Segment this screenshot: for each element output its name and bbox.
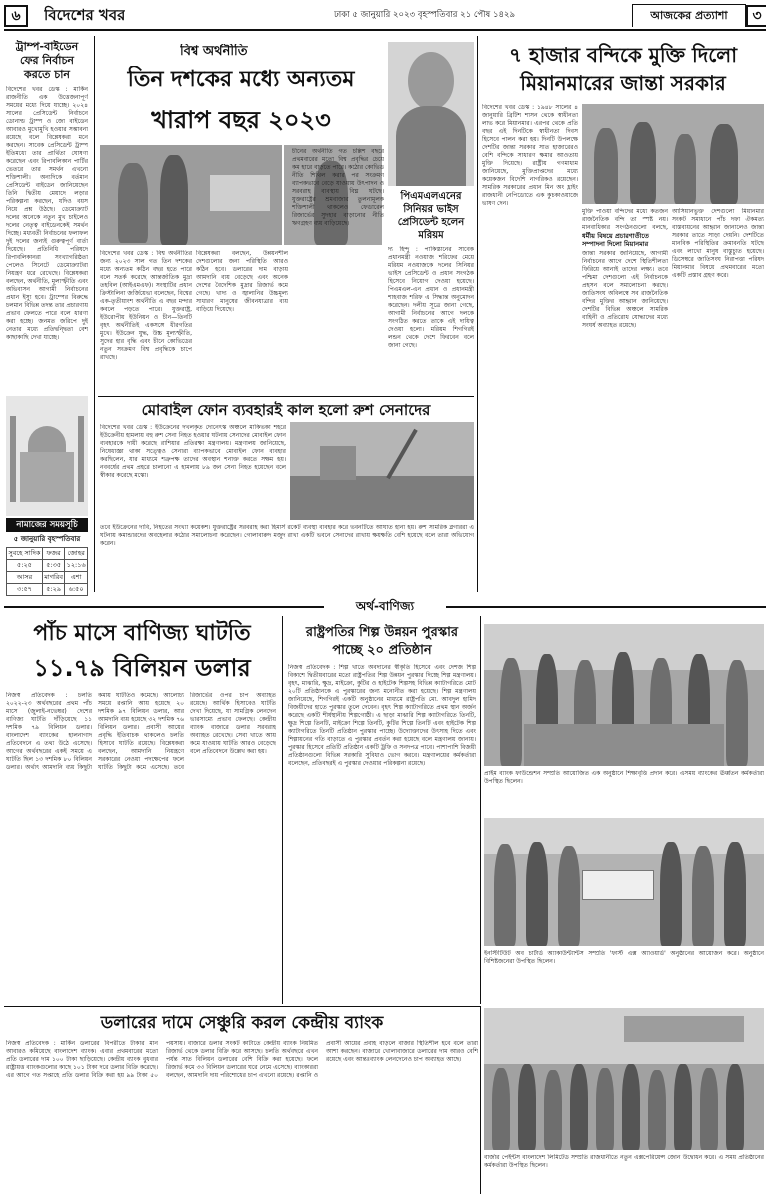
award-headline-1: রাষ্ট্রপতির শিল্প উন্নয়ন পুরস্কার xyxy=(305,625,459,640)
section-title: বিদেশের খবর xyxy=(44,6,126,24)
market-photo xyxy=(100,145,282,245)
myanmar-body-1: বিদেশের খবর ডেস্ক : ১৯৪৮ সালের ৪ জানুয়ারি ব্রিটিশ শাসন থেকে স্বাধীনতা লাভ করে মিয়ানমার। এরপর থেকে প্রতি বছর এই দিনটিকে স্বাধীনতা দিবস হিসেবে পালন করা হয়। দিনটি উপলক্ষে দেশটির জান্তা সরকার সাত হাজারেরও বেশি বন্দিকে সাধারণ ক্ষমার আওতায় মুক্তি দিয়েছে। রাষ্ট্রীয় গণমাধ্যম জানিয়েছে, মুক্তিপ্রাপ্তদের মধ্যে কয়েকজন বিদেশি নাগরিকও রয়েছেন। সামরিক সরকারের প্রধান মিন অং হ্লাইং রাজধানী নেপিডোতে এক কুচকাওয়াজে ভাষণ দেন। xyxy=(482,104,578,207)
usd-photo-rule xyxy=(480,1006,481,1194)
cheque-handover-caption: ইনস্টিটিউট অব চার্টার্ড অ্যাকাউন্ট্যান্টস সম্প্রতি 'ফার্স্ট এক্স অ্যাওয়ার্ড' অনুষ্ঠানের আয়োজন করে। অনুষ্ঠানে বিশিষ্টজনেরা উপস্থিত ছিলেন। xyxy=(484,950,764,965)
page-header xyxy=(4,3,766,27)
myanmar-headline-2: মিয়ানমারের জান্তা সরকার xyxy=(520,71,726,95)
berger-caption: বার্জার পেইন্টস বাংলাদেশ লিমিটেড সম্প্রতি রাজধানীতে নতুন এক্সপেরিয়েন্স জোন উদ্বোধন করে। এ সময় প্রতিষ্ঠানের কর্মকর্তারা উপস্থিত ছিলেন। xyxy=(484,1154,764,1169)
russia-body-2: তবে ইউক্রেনের দাবি, নিহতের সংখ্যা কয়েকশ। যুক্তরাষ্ট্রের সরবরাহ করা হিমার্স রকেট ব্যবস্থা ব্যবহার করে ভবনটিতে আঘাত হানা হয়। রুশ সামরিক ব্লগাররা এ ঘটনায় কমান্ডারদের অবহেলার কঠোর সমালোচনা করেছেন। গোলাবারুদ মজুদ রাখা একটি ভবনে সেনাদের রাখায় ক্ষয়ক্ষতি বেশি হয়েছে বলে তারা অভিযোগ করেন। xyxy=(100,524,474,547)
maryam-headline: পিএমএলএনের সিনিয়র ভাইস প্রেসিডেন্ট হলেন মরিয়ম xyxy=(397,191,465,241)
trade-deficit-body: নিজস্ব প্রতিবেদক : চলতি ২০২২-২৩ অর্থবছরের প্রথম পাঁচ মাসে (জুলাই-নভেম্বর) দেশের বাণিজ্য ঘাটতি দাঁড়িয়েছে ১১ দশমিক ৭৯ বিলিয়ন ডলার। বাংলাদেশ ব্যাংকের হালনাগাদ প্রতিবেদনে এ তথ্য উঠে এসেছে। আগের অর্থবছরের একই সময়ে এ ঘাটতি ছিল ১৩ দশমিক ৮০ বিলিয়ন ডলার। অর্থাৎ আমদানি ব্যয় কিছুটা কমায় ঘাটতিও কমেছে। আলোচ্য সময়ে রপ্তানি আয় হয়েছে ২০ দশমিক ৯৭ বিলিয়ন ডলার, আর আমদানি ব্যয় হয়েছে ৩২ দশমিক ৭৬ বিলিয়ন ডলার। প্রবাসী আয়ের প্রবৃদ্ধি ইতিবাচক থাকলেও চলতি হিসাবে ঘাটতি রয়েছে। বিশ্লেষকরা বলছেন, আমদানি নিয়ন্ত্রণে সরকারের নেওয়া পদক্ষেপের ফলে ঘাটতি কিছুটা কমে এসেছে। তবে রিজার্ভের ওপর চাপ অব্যাহত রয়েছে। আর্থিক হিসাবেও ঘাটতি দেখা দিয়েছে, যা সামগ্রিক লেনদেন ভারসাম্যে প্রভাব ফেলছে। কেন্দ্রীয় ব্যাংক বাজারে ডলার সরবরাহ অব্যাহত রেখেছে। সেবা খাতে আয় কমে যাওয়ায় ঘাটতি আরও বেড়েছে বলে প্রতিবেদনে উল্লেখ করা হয়। xyxy=(6,692,276,771)
award-photo-rule xyxy=(480,616,481,1004)
namaz-title: নামাজের সময়সূচি xyxy=(6,518,88,532)
mosque-illustration xyxy=(6,396,88,516)
world-economy-headline-1: তিন দশকের মধ্যে অন্যতম xyxy=(127,67,355,92)
award-headline-2: পাচ্ছে ২০ প্রতিষ্ঠান xyxy=(332,643,432,658)
world-economy-kicker: বিশ্ব অর্থনীতি xyxy=(180,44,248,59)
award-body: নিজস্ব প্রতিবেদক : শিল্প খাতে অবদানের স্বীকৃতি হিসেবে এবং দেশজ শিল্প বিকাশে দ্বিতীয়বারের মতো রাষ্ট্রপতির শিল্প উন্নয়ন পুরস্কার দিচ্ছে শিল্প মন্ত্রণালয়। বৃহৎ, মাঝারি, ক্ষুদ্র, মাইক্রো, কুটির ও হাইটেক শিল্পসহ বিভিন্ন ক্যাটাগরিতে মোট ২০টি প্রতিষ্ঠানকে এ পুরস্কারের জন্য মনোনীত করা হয়েছে। শিল্প মন্ত্রণালয় জানিয়েছে, শিগগিরই একটি অনুষ্ঠানের মাধ্যমে রাষ্ট্রপতি মো. আবদুল হামিদ বিজয়ীদের হাতে পুরস্কার তুলে দেবেন। বৃহৎ শিল্প ক্যাটাগরিতে প্রথম স্থান অর্জন করেছে একটি শীর্ষস্থানীয় শিল্পগোষ্ঠী। এ ছাড়া মাঝারি শিল্প ক্যাটাগরিতে তিনটি, ক্ষুদ্র শিল্পে তিনটি, মাইক্রো শিল্পে তিনটি, কুটির শিল্পে তিনটি এবং হাইটেক শিল্প ক্যাটাগরিতে তিনটি প্রতিষ্ঠান পুরস্কার পাচ্ছে। উদ্যোক্তাদের উৎসাহ দিতে এবং শিল্পায়নের গতি বাড়াতে এ পুরস্কার প্রবর্তন করা হয়েছে বলে মন্ত্রণালয় জানায়। পুরস্কার হিসেবে প্রতিটি প্রতিষ্ঠান একটি ট্রফি ও সনদপত্র পাবে। পাশাপাশি বিজয়ী প্রতিষ্ঠানগুলো বিভিন্ন সরকারি সুবিধাও ভোগ করবে। মন্ত্রণালয়ের কর্মকর্তারা বলেছেন, প্রতিবছরই এ পুরস্কার দেওয়ার পরিকল্পনা রয়েছে। xyxy=(288,664,476,767)
world-economy-body-1: বিদেশের খবর ডেস্ক : বিশ্ব অর্থনীতির জন্য ২০২৩ সাল গত তিন দশকের মধ্যে অন্যতম কঠিন বছর হতে পারে বলে সতর্ক করেছে আন্তর্জাতিক মুদ্রা তহবিল (আইএমএফ)। সংস্থাটির প্রধান ক্রিস্টালিনা জর্জিয়েভা বলেছেন, বিশ্বের এক-তৃতীয়াংশ অর্থনীতি এ বছর মন্দার কবলে পড়তে পারে। যুক্তরাষ্ট্র, ইউরোপীয় ইউনিয়ন ও চীন—তিনটি বৃহৎ অর্থনীতিই একসঙ্গে ধীরগতির মুখে। ইউক্রেন যুদ্ধ, উচ্চ মূল্যস্ফীতি, সুদের হার বৃদ্ধি এবং চীনে কোভিডের নতুন সংক্রমণ বিশ্ব প্রবৃদ্ধিকে চাপে রাখছে। xyxy=(100,250,192,361)
myanmar-subhead: ধর্মীয় বিষয়ে প্রচারণাতীতে সম্পাদনা দিলো মিয়ানমার xyxy=(582,232,649,248)
myanmar-body-2: মুক্তি পাওয়া বন্দিদের মধ্যে কতজন রাজনৈতিক বন্দি তা স্পষ্ট নয়। মানবাধিকার সংগঠনগুলো বলছে, xyxy=(582,208,668,231)
berger-experience-zone-photo xyxy=(484,1008,764,1150)
prime-bank-event-photo xyxy=(484,624,764,766)
business-band-rule-right xyxy=(446,606,766,608)
left-column-rule xyxy=(94,36,95,592)
business-band-rule-left xyxy=(4,606,324,608)
myanmar-headline-1: ৭ হাজার বন্দিকে মুক্তি দিলো xyxy=(508,43,737,67)
prime-bank-caption: প্রাইম ব্যাংক ফাউন্ডেশন সম্প্রতি আয়োজিত এক অনুষ্ঠানে শিক্ষাবৃত্তি প্রদান করে। এসময় ব্যাংকের ঊর্ধ্বতন কর্মকর্তারা উপস্থিত ছিলেন। xyxy=(484,770,764,785)
russia-top-rule xyxy=(98,396,474,397)
cheque-handover-photo xyxy=(484,818,764,946)
world-economy-headline-2: খারাপ বছর ২০২৩ xyxy=(151,106,331,134)
trump-biden-headline: ট্রাম্প-বাইডেন ফের নির্বাচন করতে চান xyxy=(15,40,79,81)
russia-headline: মোবাইল ফোন ব্যবহারই কাল হলো রুশ সেনাদের xyxy=(141,401,431,419)
myanmar-body-4: আসিয়ানভুক্ত দেশগুলো মিয়ানমার সংকট সমাধানে পাঁচ দফা ঐকমত্য বাস্তবায়নের আহ্বান জানালেও জান্তা সরকার তাতে সাড়া দেয়নি। দেশটিতে মানবিক পরিস্থিতির ক্রমাবনতি ঘটছে এবং লাখো মানুষ বাস্তুচ্যুত হয়েছে। ডিসেম্বরে জাতিসংঘ নিরাপত্তা পরিষদ মিয়ানমার বিষয়ে প্রথমবারের মতো একটি প্রস্তাব গ্রহণ করে। xyxy=(672,208,764,279)
namaz-date: ৫ জানুয়ারি বৃহস্পতিবার xyxy=(13,535,81,543)
trade-award-rule xyxy=(282,616,283,1004)
page-number-right: ৩ xyxy=(746,5,766,27)
maryam-body: দ্য হিন্দু : পাকিস্তানের সাবেক প্রধানমন্ত্রী নওয়াজ শরিফের মেয়ে মরিয়ম নওয়াজকে দলের সিনিয়র ভাইস প্রেসিডেন্ট ও প্রধান সংগঠক হিসেবে নিয়োগ দেওয়া হয়েছে। পিএমএল-এন প্রধান ও প্রধানমন্ত্রী শাহবাজ শরিফ এ সিদ্ধান্ত অনুমোদন করেছেন। দলীয় সূত্রে জানা গেছে, আগামী নির্বাচনের আগে দলকে সংগঠিত করতে তাকে এই দায়িত্ব দেওয়া হলো। মরিয়ম শিগগিরই লন্ডন থেকে দেশে ফিরবেন বলে জানা গেছে। xyxy=(388,246,474,349)
myanmar-photo xyxy=(582,104,764,204)
trade-deficit-headline-1: পাঁচ মাসে বাণিজ্য ঘাটতি xyxy=(33,621,251,646)
russia-rubble-photo xyxy=(290,422,474,520)
world-economy-body-3: চীনের অর্থনীতি গত চল্লিশ বছরে প্রথমবারের মতো বিশ্ব প্রবৃদ্ধির চেয়ে কম হারে বাড়তে পারে। কঠোর কোভিড নীতি শিথিল করার পর সংক্রমণ ব্যাপকভাবে বেড়ে যাওয়ায় উৎপাদন ও সরবরাহ ব্যবস্থায় বিঘ্ন ঘটছে। যুক্তরাষ্ট্রের শ্রমবাজার তুলনামূলক শক্তিশালী থাকলেও ফেডারেল রিজার্ভের সুদহার বাড়ানোর নীতি ঋণগ্রহণ ব্যয় বাড়িয়েছে। xyxy=(292,148,384,227)
business-band-label: অর্থ-বাণিজ্য xyxy=(355,599,415,613)
dateline: ঢাকা ৫ জানুয়ারি ২০২৩ বৃহস্পতিবার ২১ পৌষ ১৪২৯ xyxy=(334,10,516,20)
trump-biden-body: বিদেশের খবর ডেস্ক : মার্কিন রাজনীতি এক উত্তেজনাপূর্ণ সময়ের মধ্যে দিয়ে যাচ্ছে। ২০২৪ সালের প্রেসিডেন্ট নির্বাচনে ডোনাল্ড ট্রাম্প ও জো বাইডেন আবারও মুখোমুখি হওয়ার সম্ভাবনা রয়েছে বলে বিশ্লেষকরা মনে করছেন। সাবেক প্রেসিডেন্ট ট্রাম্প ইতিমধ্যে তার প্রার্থিতা ঘোষণা করেছেন এবং রিপাবলিকান পার্টির ভেতরে তার সমর্থন এখনো শক্তিশালী। অন্যদিকে বর্তমান প্রেসিডেন্ট বাইডেন জানিয়েছেন তিনি দ্বিতীয় মেয়াদে লড়ার পরিকল্পনা করছেন, যদিও বয়স নিয়ে প্রশ্ন উঠছে। ডেমোক্র্যাট দলের অনেকে নতুন মুখ চাইলেও দলের নেতৃত্ব বাইডেনকেই সমর্থন দিচ্ছে। মধ্যবর্তী নির্বাচনের ফলাফল দুই দলের জন্যই গুরুত্বপূর্ণ বার্তা দিয়েছে। প্রতিনিধি পরিষদে রিপাবলিকানরা সংখ্যাগরিষ্ঠতা পেলেও সিনেটে ডেমোক্র্যাটরা নিয়ন্ত্রণ ধরে রেখেছে। বিশ্লেষকরা বলছেন, অর্থনীতি, মূল্যস্ফীতি এবং অভিবাসন আগামী নির্বাচনের প্রধান ইস্যু হবে। ট্রাম্পের বিরুদ্ধে চলমান বিভিন্ন তদন্ত তার প্রচারণায় প্রভাব ফেলতে পারে বলে ধারণা করা হচ্ছে। জনমত জরিপে দুই নেতার মধ্যে প্রতিদ্বন্দ্বিতা বেশ কাছাকাছি দেখা যাচ্ছে। xyxy=(6,86,88,341)
myanmar-body-3: জান্তা সরকার জানিয়েছে, আগামী নির্বাচনের আগে দেশে স্থিতিশীলতা ফিরিয়ে আনাই তাদের লক্ষ্য। তবে পশ্চিমা দেশগুলো এই নির্বাচনকে প্রহসন বলে সমালোচনা করছে। জাতিসংঘ অবিলম্বে সব রাজনৈতিক বন্দির মুক্তির আহ্বান জানিয়েছে। দেশটির বিভিন্ন অঞ্চলে সামরিক বাহিনী ও প্রতিরোধ যোদ্ধাদের মধ্যে সংঘর্ষ অব্যাহত রয়েছে। xyxy=(582,250,668,329)
usd-top-rule xyxy=(4,1006,480,1007)
usd-headline: ডলারের দামে সেঞ্চুরি করল কেন্দ্রীয় ব্যাংক xyxy=(100,1013,384,1033)
world-economy-body-2: বিশ্লেষকরা বলছেন, উন্নয়নশীল দেশগুলোর জন্য পরিস্থিতি আরও কঠিন হবে। ডলারের দাম বাড়ায় আমদানি ব্যয় বেড়েছে এবং অনেক দেশের বৈদেশিক মুদ্রার রিজার্ভ কমে গেছে। খাদ্য ও জ্বালানির উচ্চমূল্য সাধারণ মানুষের জীবনযাত্রার ব্যয় বাড়িয়ে দিয়েছে। xyxy=(196,250,288,313)
brand-logo: আজকের প্রত্যাশা xyxy=(632,4,746,27)
page-number-box: ৬ xyxy=(4,5,28,27)
namaz-table: সুবহে সাদিক ফজর জোহর ৫:২৫ ৫:৩৫ ১২:১৬ আসর মাগরিব এশা ৩:৫৭ ৫:২৯ ৬:৫০ xyxy=(6,547,88,596)
world-maryam-rule xyxy=(477,36,478,592)
header-rule xyxy=(4,29,766,31)
maryam-portrait xyxy=(388,42,474,186)
trade-deficit-headline-2: ১১.৭৯ বিলিয়ন ডলার xyxy=(33,654,251,682)
usd-body: নিজস্ব প্রতিবেদক : মার্কিন ডলারের বিপরীতে টাকার মান আবারও কমিয়েছে বাংলাদেশ ব্যাংক। এবার প্রথমবারের মতো প্রতি ডলারের দাম ১০০ টাকা ছাড়িয়েছে। কেন্দ্রীয় ব্যাংক বুধবার রাষ্ট্রায়ত্ত ব্যাংকগুলোর কাছে ১০১ টাকা দরে ডলার বিক্রি করেছে। এর আগে গত সপ্তাহে প্রতি ডলার বিক্রি করা হয় ৯৯ টাকা ৫০ পয়সায়। বাজারে ডলার সংকট কাটাতে কেন্দ্রীয় ব্যাংক নিয়মিত রিজার্ভ থেকে ডলার বিক্রি করে আসছে। চলতি অর্থবছরে এখন পর্যন্ত সাত বিলিয়ন ডলারের বেশি বিক্রি করা হয়েছে। ফলে রিজার্ভ কমে ৩৩ বিলিয়ন ডলারের ঘরে নেমে এসেছে। ব্যাংকাররা বলছেন, আমদানি দায় পরিশোধের চাপ এখনো রয়েছে। রপ্তানি ও প্রবাসী আয়ের প্রবাহ বাড়লে বাজার স্থিতিশীল হবে বলে তারা আশা করছেন। বাজারে খোলাবাজারে ডলারের দাম আরও বেশি রয়েছে এবং আন্তঃব্যাংক লেনদেনেও চাপ অব্যাহত আছে। xyxy=(6,1040,478,1079)
russia-body-1: বিদেশের খবর ডেস্ক : ইউক্রেনের দখলকৃত দোনেৎস্ক অঞ্চলে মাকিভকা শহরে ইউক্রেনীয় হামলায় বহু রুশ সেনা নিহত হওয়ার ঘটনায় সেনাদের মোবাইল ফোন ব্যবহারকে দায়ী করেছে রাশিয়ার প্রতিরক্ষা মন্ত্রণালয়। মন্ত্রণালয় জানিয়েছে, নিষেধাজ্ঞা থাকা সত্ত্বেও সেনারা ব্যাপকভাবে মোবাইল ফোন ব্যবহার করছিলেন, যার মাধ্যমে শত্রুপক্ষ তাদের অবস্থান শনাক্ত করতে সক্ষম হয়। নববর্ষের প্রথম প্রহরে চালানো এ হামলায় ৮৯ জন সেনা নিহত হয়েছেন বলে স্বীকার করেছে মস্কো। xyxy=(100,424,286,479)
